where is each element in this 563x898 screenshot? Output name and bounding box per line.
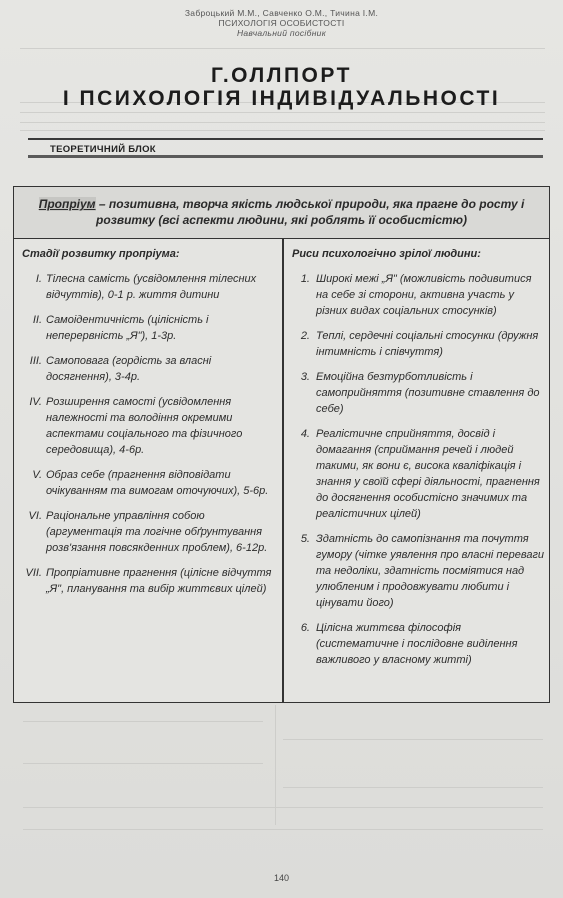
trait-item <box>292 271 544 319</box>
trait-item-number: 5. <box>300 533 310 545</box>
trait-item-number: 2. <box>300 330 310 342</box>
section-header <box>28 138 543 162</box>
traits-list <box>292 271 544 668</box>
subtitle-line: Навчальний посібник <box>236 28 327 38</box>
stage-item-number: V. <box>32 469 42 481</box>
running-header <box>0 8 563 38</box>
trait-item-text: Теплі, сердечні соціальні стосунки (дружня інтимність і співчуття) <box>316 330 539 358</box>
title-line-2: І ПСИХОЛОГІЯ ІНДИВІДУАЛЬНОСТІ <box>62 87 501 110</box>
definition-text: – позитивна, творча якість людської природи, яка прагне до росту і розвитку (всі аспекти людини, які роблять її особистістю) <box>95 197 525 227</box>
page-title <box>0 64 563 110</box>
stage-item-text: Самоідентичність (цілісність і неперервність „Я"), 1-3р. <box>46 314 209 342</box>
stage-item-number: II. <box>32 314 42 326</box>
stage-item-text: Самоповага (гордість за власні досягнення), 3-4р. <box>46 355 212 383</box>
stage-item-text: Пропріативне прагнення (цілісне відчуття „Я", планування та вибір життєвих цілей) <box>46 567 272 595</box>
trait-item <box>292 620 544 668</box>
stage-item-number: VI. <box>28 510 42 522</box>
title-line-1: Г.ОЛЛПОРТ <box>211 64 352 87</box>
trait-item-number: 4. <box>300 428 310 440</box>
definition-term: Пропріум <box>38 197 96 211</box>
definition-box <box>14 187 549 239</box>
stage-item-number: IV. <box>29 396 42 408</box>
stage-item-number: VII. <box>25 567 42 579</box>
trait-item <box>292 328 544 360</box>
trait-item <box>292 426 544 522</box>
section-label: ТЕОРЕТИЧНИЙ БЛОК <box>50 144 156 155</box>
trait-item-number: 6. <box>300 622 310 634</box>
stages-heading: Стадії розвитку пропріума: <box>22 248 180 260</box>
stage-item-text: Тілесна самість (усвідомлення тілесних відчуттів), 0-1 р. життя дитини <box>46 273 257 301</box>
trait-item-text: Цілісна життєва філософія (систематичне і послідовне виділення важливого у власному житті) <box>316 622 518 666</box>
course-line: ПСИХОЛОГІЯ ОСОБИСТОСТІ <box>218 18 345 28</box>
trait-item-text: Здатність до самопізнання та почуття гумору (чітке уявлення про власні переваги та недоліки, здатність посміятися над улюбленим і продовжувати любити і цінувати його) <box>316 533 544 609</box>
stages-column <box>22 247 274 606</box>
stage-item-number: I. <box>35 273 42 285</box>
next-page-bleed-through <box>13 703 550 853</box>
traits-heading: Риси психологічно зрілої людини: <box>292 248 481 260</box>
stage-item <box>22 467 274 499</box>
page-number: 140 <box>273 873 290 883</box>
trait-item-number: 3. <box>300 371 310 383</box>
stage-item-text: Образ себе (прагнення відповідати очікуванням та вимогам оточуючих), 5-6р. <box>46 469 269 497</box>
theory-table <box>13 186 550 703</box>
stage-item <box>22 394 274 458</box>
stage-item <box>22 271 274 303</box>
stage-item <box>22 565 274 597</box>
stage-item <box>22 353 274 385</box>
column-divider <box>282 239 284 702</box>
traits-column <box>292 247 544 677</box>
stage-item-number: III. <box>29 355 42 367</box>
stages-list <box>22 271 274 597</box>
trait-item-text: Емоційна безтурботливість і самоприйняття (позитивне ставлення до себе) <box>316 371 540 415</box>
section-rule <box>28 155 543 158</box>
stage-item <box>22 312 274 344</box>
stage-item <box>22 508 274 556</box>
trait-item-number: 1. <box>300 273 310 285</box>
trait-item <box>292 369 544 417</box>
trait-item-text: Широкі межі „Я" (можливість подивитися на себе зі сторони, активна участь у різних видах соціальних стосунків) <box>316 273 532 317</box>
stage-item-text: Раціональне управління собою (аргументація та логічне обґрунтування розв'язання повсякденних проблем), 6-12р. <box>46 510 268 554</box>
authors-line: Заброцький М.М., Савченко О.М., Тичина І.М. <box>184 8 379 18</box>
stage-item-text: Розширення самості (усвідомлення належності та володіння окремими аспектами соціального та фізичного середовища), 4-6р. <box>46 396 243 456</box>
trait-item-text: Реалістичне сприйняття, досвід і домагання (сприймання речей і людей такими, як вони є, висока кваліфікація і знання у своїй сфері діяльності, прагнення до досягнення особистісно значимих та реалістичних цілей) <box>316 428 540 520</box>
trait-item <box>292 531 544 611</box>
